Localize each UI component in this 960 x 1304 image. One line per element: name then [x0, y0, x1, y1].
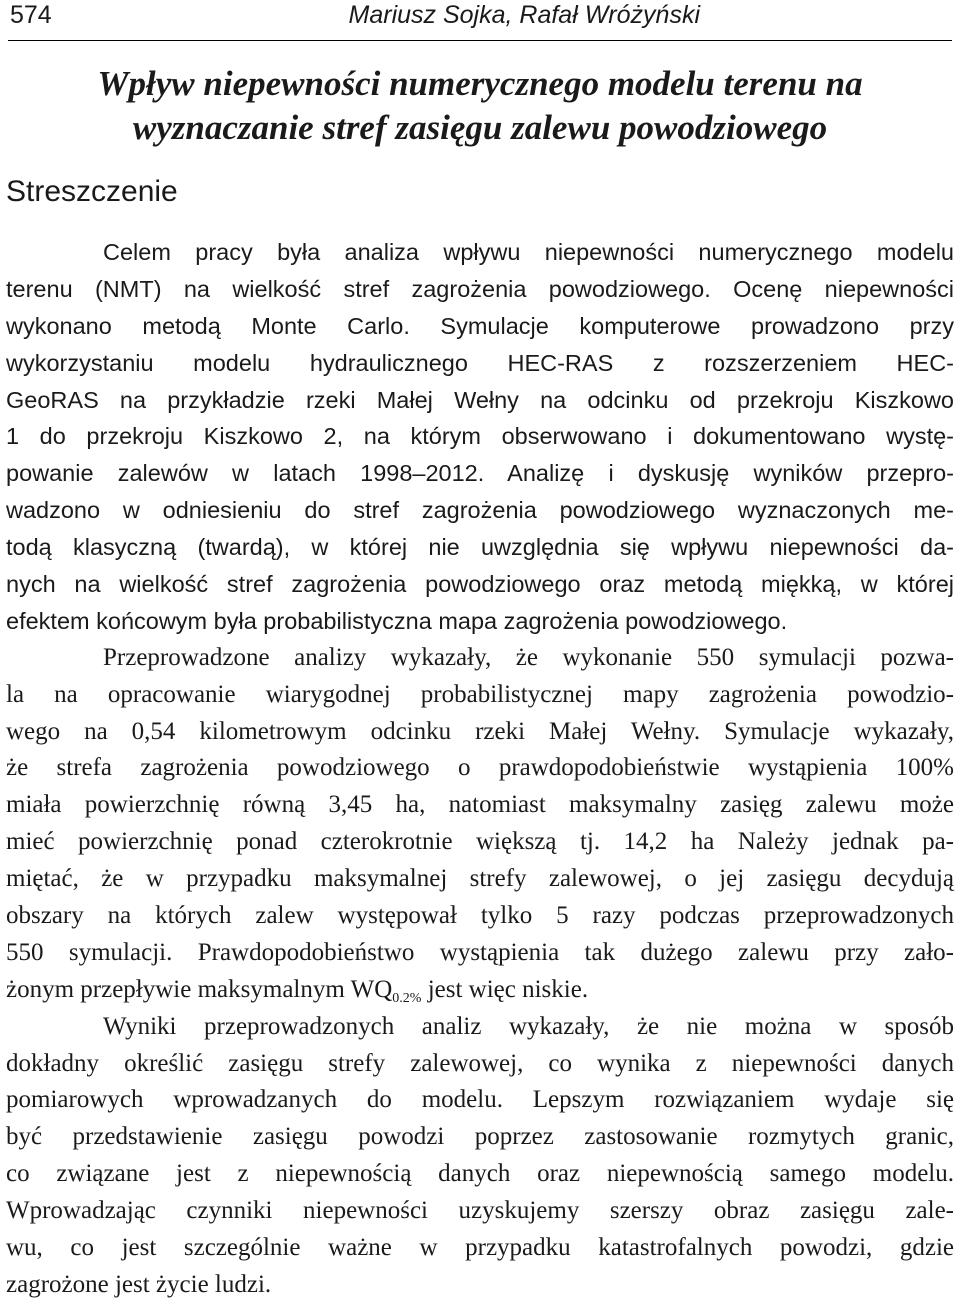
section-heading-abstract: Streszczenie: [6, 175, 178, 208]
abstract-line: wadzono w odniesieniu do stref zagrożenia powodziowego wyznaczonych me-: [6, 497, 954, 524]
abstract-line: GeoRAS na przykładzie rzeki Małej Wełny na odcinku od przekroju Kiszkowo: [6, 386, 954, 413]
abstract-line: mieć powierzchnię ponad czterokrotnie większą tj. 14,2 ha Należy jednak pa-: [6, 828, 954, 856]
abstract-line: Przeprowadzone analizy wykazały, że wykonanie 550 symulacji pozwa-: [103, 643, 954, 671]
abstract-line: 1 do przekroju Kiszkowo 2, na którym obserwowano i dokumentowano wystę-: [6, 423, 954, 450]
wq-subscript: 0.2%: [392, 990, 422, 1006]
abstract-line: dokładny określić zasięgu strefy zalewowej, co wynika z niepewności danych: [6, 1049, 954, 1077]
running-header: [8, 0, 952, 41]
abstract-line: terenu (NMT) na wielkość stref zagrożenia powodziowego. Ocenę niepewności: [6, 275, 954, 302]
abstract-line: miała powierzchnię równą 3,45 ha, natomiast maksymalny zasięg zalewu może: [6, 791, 954, 819]
abstract-line: wykonano metodą Monte Carlo. Symulacje komputerowe prowadzono przy: [6, 312, 954, 339]
abstract-line: powanie zalewów w latach 1998–2012. Analizę i dyskusję wyników przepro-: [6, 460, 954, 487]
abstract-line: wykorzystaniu modelu hydraulicznego HEC-RAS z rozszerzeniem HEC-: [6, 349, 954, 376]
abstract-text: jest więc niskie.: [421, 975, 589, 1003]
abstract-line: że strefa zagrożenia powodziowego o prawdopodobieństwie wystąpienia 100%: [6, 754, 954, 782]
abstract-line: Wprowadzając czynniki niepewności uzyskujemy szerszy obraz zasięgu zale-: [6, 1197, 954, 1225]
abstract-line: zagrożone jest życie ludzi.: [6, 1270, 272, 1298]
abstract-line: być przedstawienie zasięgu powodzi poprzez zastosowanie rozmytych granic,: [6, 1123, 954, 1151]
abstract-line: 550 symulacji. Prawdopodobieństwo wystąpienia tak dużego zalewu przy zało-: [6, 938, 954, 966]
title-line: Wpływ niepewności numerycznego modelu terenu na: [97, 64, 863, 103]
abstract-line: miętać, że w przypadku maksymalnej strefy zalewowej, o jej zasięgu decydują: [6, 865, 954, 893]
abstract-line: obszary na których zalew występował tylko 5 razy podczas przeprowadzonych: [6, 902, 954, 930]
abstract-body: [6, 234, 954, 1304]
running-head-authors: Mariusz Sojka, Rafał Wróżyński: [348, 1, 700, 29]
abstract-line: todą klasyczną (twardą), w której nie uwzględnia się wpływu niepewności da-: [6, 534, 954, 561]
abstract-line: efektem końcowym była probabilistyczna mapa zagrożenia powodziowego.: [6, 607, 788, 634]
abstract-line: wu, co jest szczególnie ważne w przypadku katastrofalnych powodzi, gdzie: [6, 1234, 954, 1262]
title-line: wyznaczanie stref zasięgu zalewu powodziowego: [132, 108, 828, 147]
abstract-line: wego na 0,54 kilometrowym odcinku rzeki Małej Wełny. Symulacje wykazały,: [6, 717, 954, 745]
abstract-line-wq: [6, 972, 954, 1009]
abstract-line: Celem pracy była analiza wpływu niepewności numerycznego modelu: [103, 239, 954, 265]
abstract-line: co związane jest z niepewnością danych oraz niepewnością samego modelu.: [6, 1160, 954, 1188]
abstract-line: la na opracowanie wiarygodnej probabilistycznej mapy zagrożenia powodzio-: [6, 680, 954, 708]
article-title: [20, 62, 940, 150]
page-number: 574: [10, 1, 52, 29]
abstract-line: Wyniki przeprowadzonych analiz wykazały, że nie można w sposób: [103, 1012, 954, 1040]
abstract-line: pomiarowych wprowadzanych do modelu. Lepszym rozwiązaniem wydaje się: [6, 1086, 954, 1114]
abstract-line: nych na wielkość stref zagrożenia powodziowego oraz metodą miękką, w której: [6, 571, 954, 598]
abstract-text: żonym przepływie maksymalnym WQ: [6, 975, 393, 1003]
